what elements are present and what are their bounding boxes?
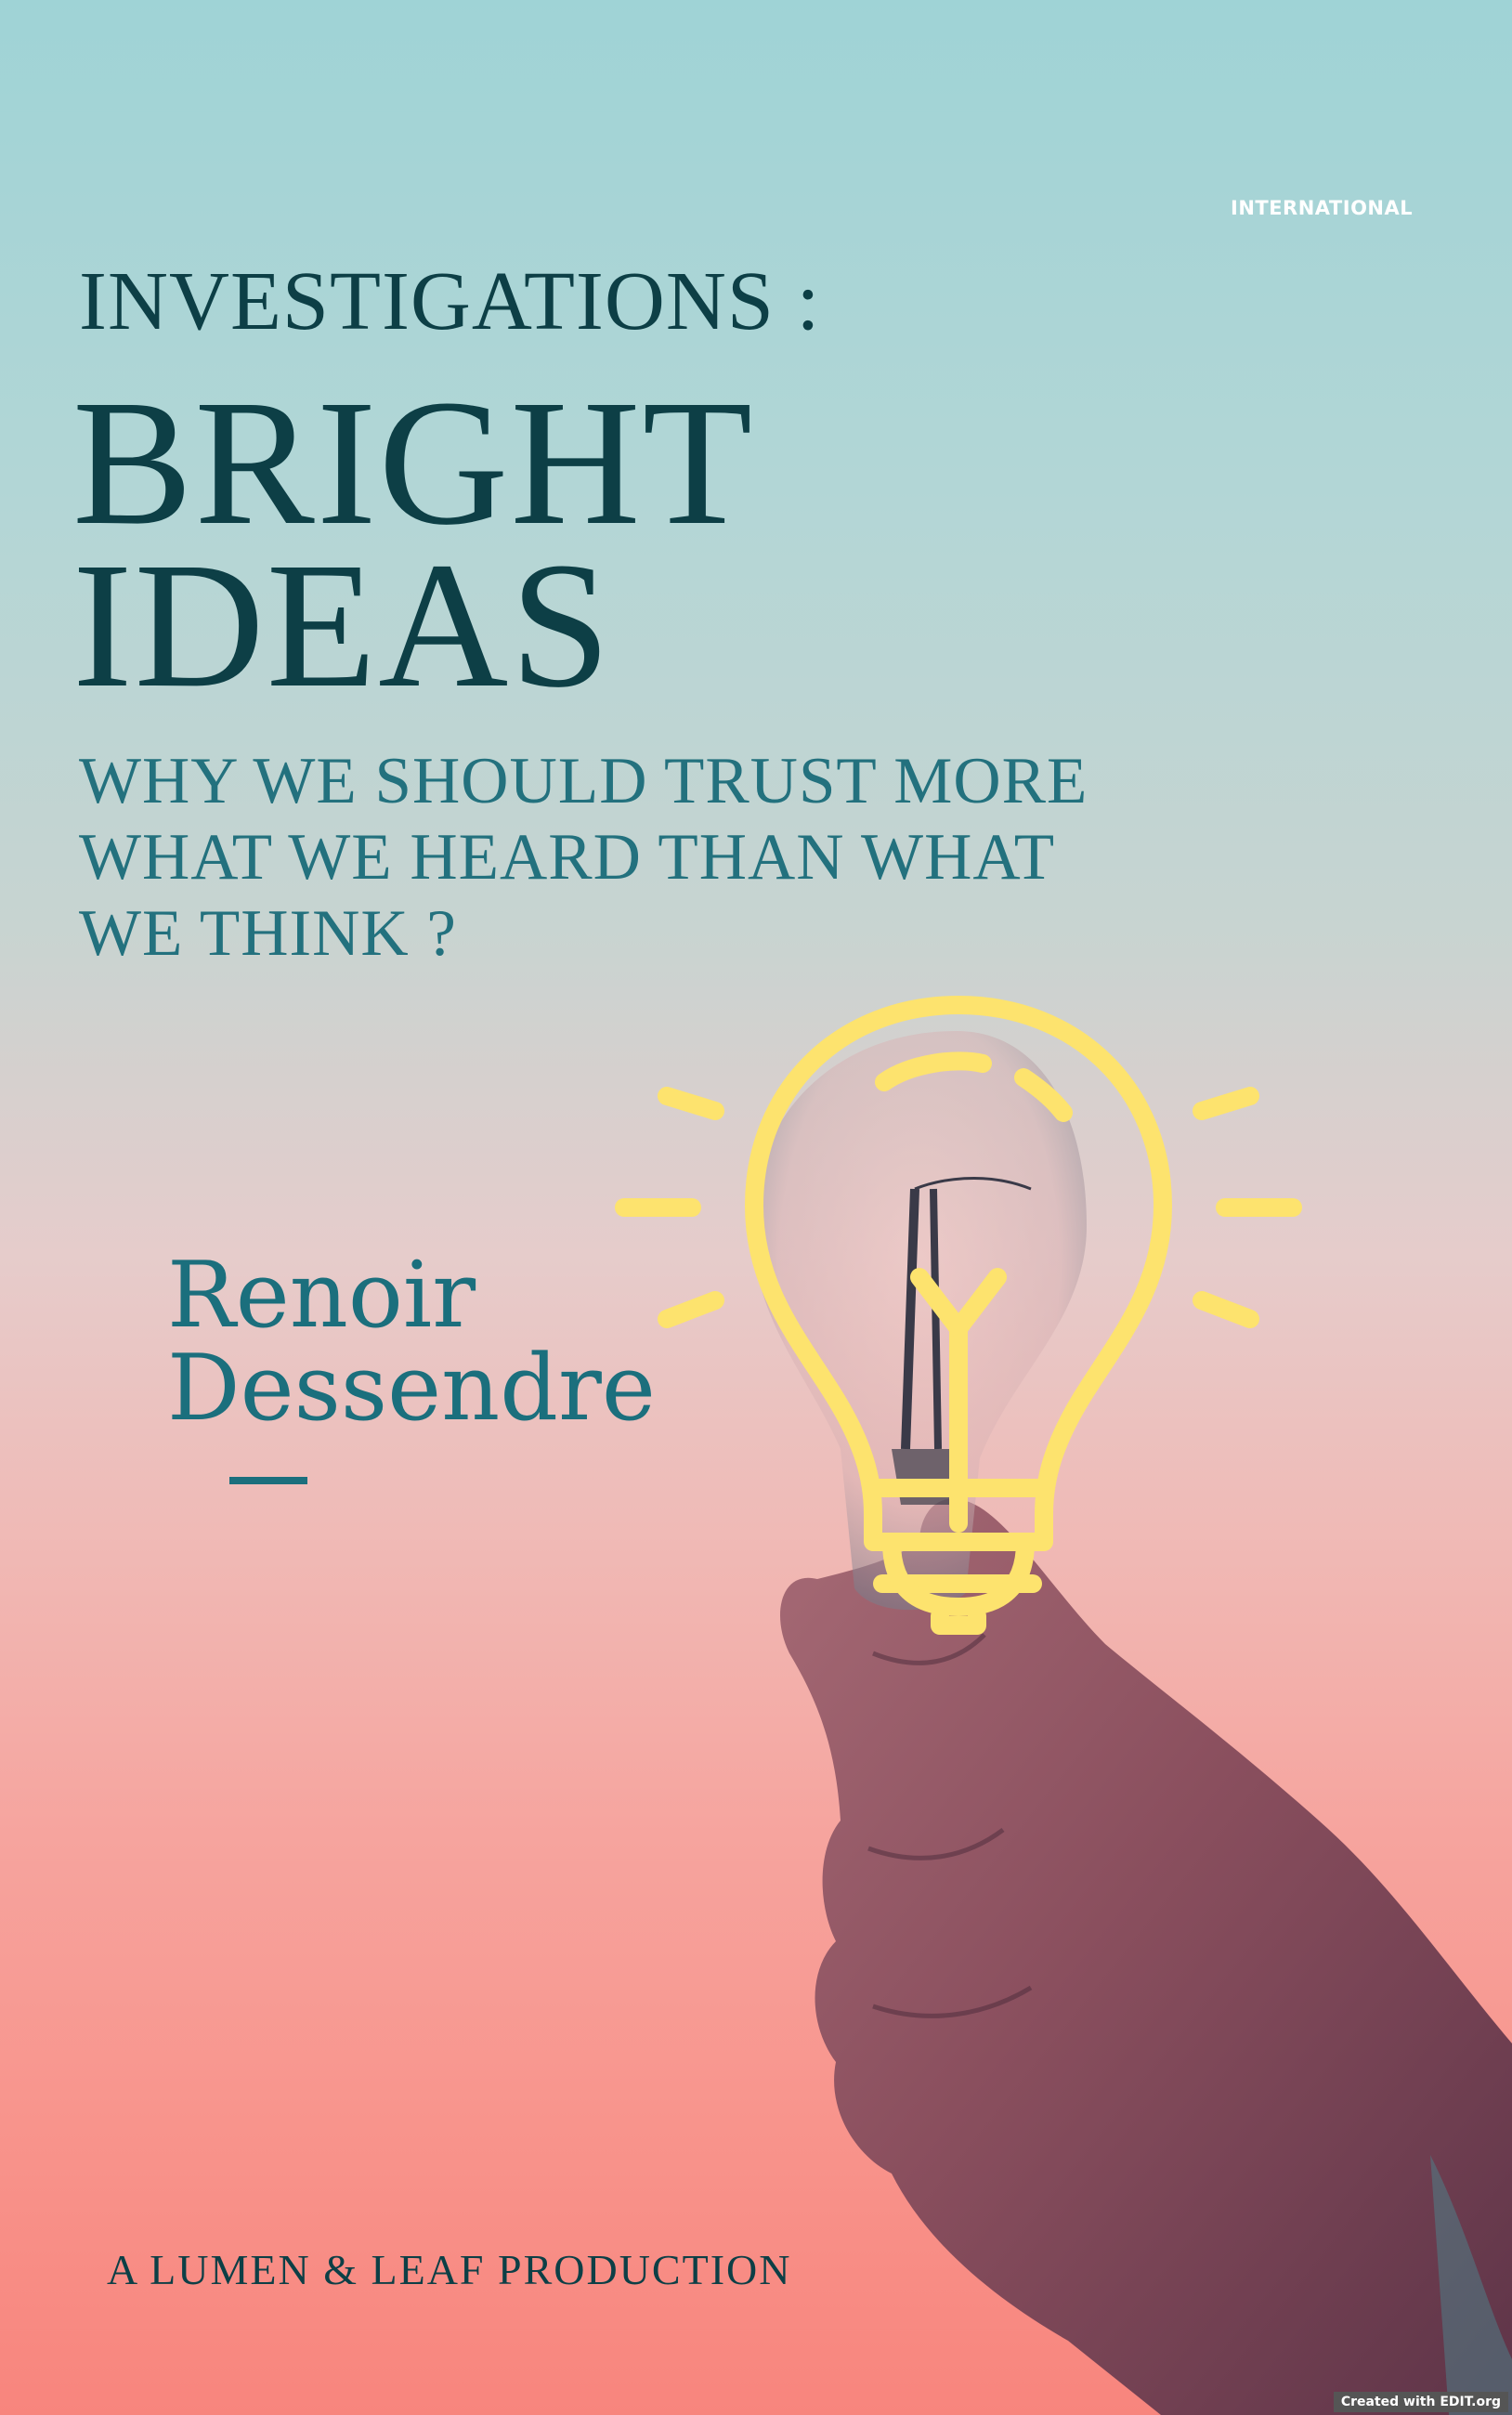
author-first-name: Renoir: [167, 1243, 476, 1349]
subtitle-line: WE THINK ?: [79, 897, 457, 970]
subtitle-line: WHAT WE HEARD THAN WHAT: [79, 821, 1056, 894]
author-name: [167, 1243, 656, 1442]
book-title: [72, 362, 755, 724]
hand-shape: [780, 1499, 1512, 2415]
title-line: BRIGHT: [72, 362, 755, 562]
brand-tag: INTERNATIONAL: [1231, 197, 1414, 219]
subtitle-line: WHY WE SHOULD TRUST MORE: [79, 745, 1088, 817]
author-divider: [229, 1477, 307, 1484]
book-subtitle: [79, 743, 1286, 972]
author-last-name: Dessendre: [167, 1336, 656, 1442]
series-title: INVESTIGATIONS :: [79, 255, 821, 347]
title-line: IDEAS: [72, 525, 613, 724]
publisher-credit: A LUMEN & LEAF PRODUCTION: [107, 2246, 792, 2293]
watermark-badge: Created with EDIT.org: [1334, 2392, 1508, 2412]
